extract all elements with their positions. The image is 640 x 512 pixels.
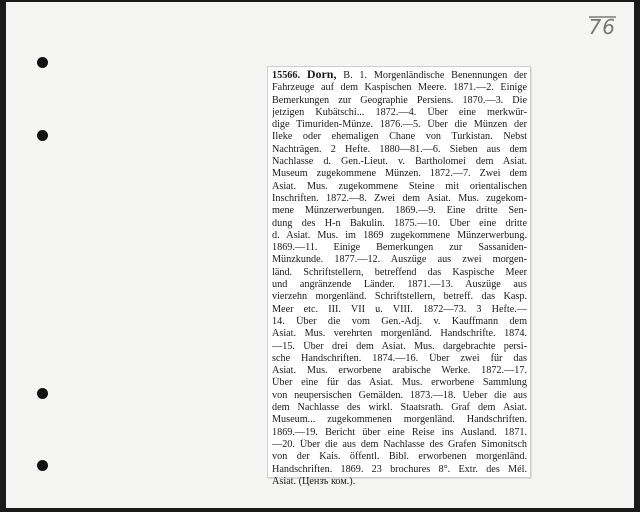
entry-line: mene Münzerwerbungen. 1869.—9. Eine dritte Sen- — [272, 205, 527, 217]
entry-line: von neupersischen Gemälden. 1873.—18. Ueber die aus — [272, 389, 527, 401]
entry-line: 14. Über die vom Gen.-Adj. v. Kauffmann dem — [272, 315, 527, 327]
entry-line: Asiat. Mus. verehrten morgenländ. Handschrifte. 1874. — [272, 328, 527, 340]
entry-line: B. 1. Morgenländische Benennungen der — [343, 70, 527, 81]
entry-line: —15. Über drei dem Asiat. Mus. dargebrachte persi- — [272, 340, 527, 352]
entry-line: dem Nachlasse des wirkl. Staatsrath. Graf dem Asiat. — [272, 402, 527, 414]
entry-line: d. Asiat. Mus. im 1869 zugekommene Münzerwerbung. — [272, 229, 527, 241]
entry-text — [272, 68, 527, 488]
entry-line: 1869.—11. Einige Bemerkungen zur Sassaniden- — [272, 242, 527, 254]
entry-line: Ileke oder ehemaligen Chane von Turkistan. Nebst — [272, 131, 527, 143]
entry-line: dung des H-n Bakulin. 1875.—10. Über eine dritte — [272, 217, 527, 229]
entry-line: Asiat. Mus. zugekommene Steine mit orientalischen — [272, 180, 527, 192]
entry-line: Museum zugekommene Münzen. 1872.—7. Zwei dem — [272, 168, 527, 180]
entry-line: Handschriften. 1869. 23 brochures 8°. Extr. des Mél. — [272, 463, 527, 475]
entry-line: vierzehn morgenländ. Schriftstellern, betreff. das Kasp. — [272, 291, 527, 303]
entry-line: Meer etc. III. VII u. VIII. 1872—73. 3 Hefte.— — [272, 303, 527, 315]
entry-line: Nachträgen. 2 Hefte. 1880—81.—6. Sieben aus dem — [272, 143, 527, 155]
punch-hole — [37, 460, 48, 471]
folio-number: 76 — [588, 15, 616, 39]
entry-line: und angränzende Länder. 1871.—13. Auszüge aus — [272, 279, 527, 291]
entry-line: jetzigen Kubätschi... 1872.—4. Über eine merkwür- — [272, 106, 527, 118]
entry-line: länd. Schriftstellern, betreffend das Kaspische Meer — [272, 266, 527, 278]
entry-line: Fahrzeuge auf dem Kaspischen Meere. 1871.—2. Einige — [272, 82, 527, 94]
entry-line: 1869.—19. Bericht über eine Reise ins Ausland. 1871. — [272, 426, 527, 438]
entry-line: Bemerkungen zur Geographie Persiens. 1870.—3. Die — [272, 94, 527, 106]
entry-line: dige Timuriden-Münze. 1876.—5. Über die Münzen der — [272, 119, 527, 131]
punch-hole — [37, 57, 48, 68]
punch-hole — [37, 130, 48, 141]
entry-line: Asiat. (Цензъ ком.). — [272, 475, 356, 487]
entry-line: Asiat. Mus. erworbene arabische Werke. 1872.—17. — [272, 365, 527, 377]
entry-line: Über eine für das Asiat. Mus. erworbene Sammlung — [272, 377, 527, 389]
entry-first-line — [272, 68, 527, 82]
entry-author: Dorn, — [306, 68, 337, 81]
entry-line: sche Handschriften. 1874.—16. Über zwei für das — [272, 352, 527, 364]
entry-line: Museum... zugekommenen morgenländ. Handschriften. — [272, 414, 527, 426]
entry-line: Nachlasse d. Gen.-Lieut. v. Bartholomei dem Asiat. — [272, 156, 527, 168]
entry-line: von der Kais. öffentl. Bibl. erworbenen morgenländ. — [272, 451, 527, 463]
punch-hole — [37, 388, 48, 399]
entry-line: Inschriften. 1872.—8. Zwei dem Asiat. Mus. zugekom- — [272, 192, 527, 204]
entry-line: Münzkunde. 1877.—12. Auszüge aus zwei morgen- — [272, 254, 527, 266]
entry-line: —20. Über die aus dem Nachlasse des Grafen Simonitsch — [272, 438, 527, 450]
entry-number: 15566. — [272, 70, 301, 81]
